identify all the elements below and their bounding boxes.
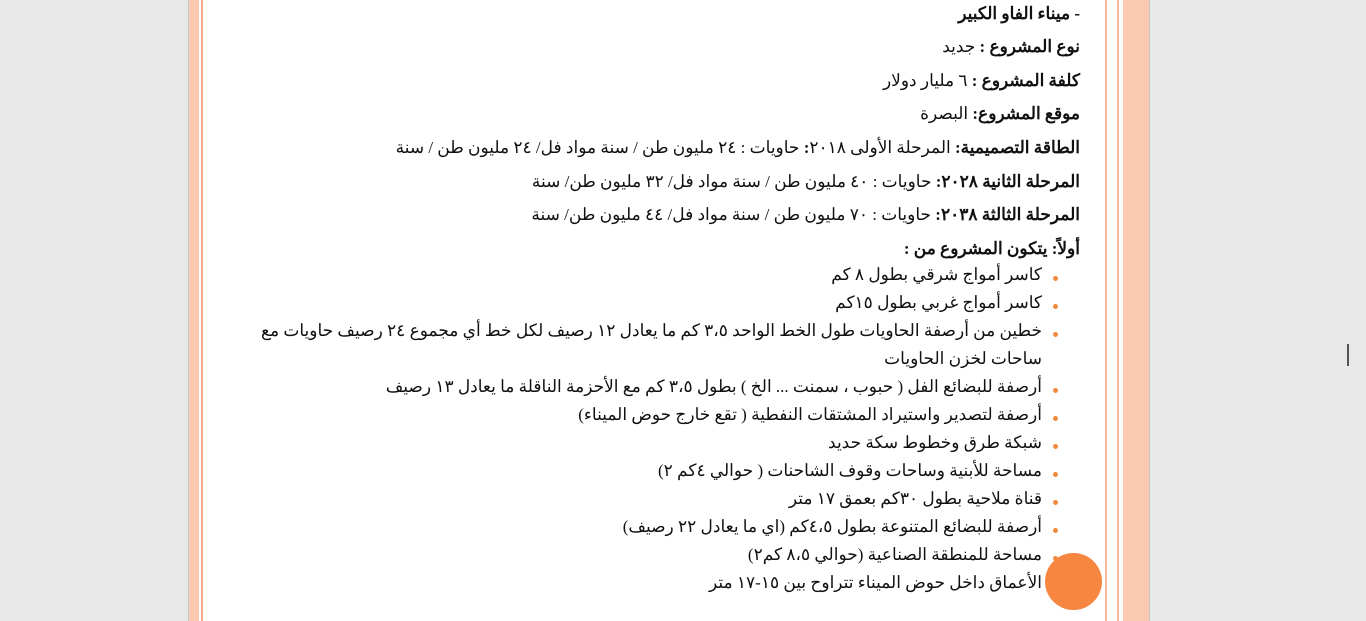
list-item: كاسر أمواج شرقي بطول ٨ كم xyxy=(831,265,1042,284)
right-border-thin xyxy=(1117,0,1119,621)
bullet-icon xyxy=(1053,388,1058,393)
list-item: خطين من أرصفة الحاويات طول الخط الواحد ٣،٥ كم ما يعادل ١٢ رصيف لكل خط أي مجموع ٢٤ رصيف حاويات مع ساحات لخزن الحاويات xyxy=(260,321,1042,368)
bullet-icon xyxy=(1053,332,1058,337)
text-cursor-icon xyxy=(1347,344,1349,366)
list-item: شبكة طرق وخطوط سكة حديد xyxy=(828,433,1042,452)
phase2-value: حاويات : ٤٠ مليون طن / سنة مواد فل/ ٣٢ مليون طن/ سنة xyxy=(531,172,936,191)
design-capacity-phase3 xyxy=(531,205,1080,225)
page-right-edge xyxy=(1149,0,1150,621)
list-item: قناة ملاحية بطول ٣٠كم بعمق ١٧ متر xyxy=(788,489,1042,508)
bullet-icon xyxy=(1053,276,1058,281)
phase1-colon: : xyxy=(803,138,810,157)
orange-circle-decoration xyxy=(1045,553,1102,610)
list-item: مساحة للأبنية وساحات وقوف الشاحنات ( حوالي ٤كم ٢) xyxy=(657,461,1042,480)
right-border-line xyxy=(1105,0,1107,621)
phase2-label: المرحلة الثانية ٢٠٢٨: xyxy=(935,172,1080,191)
project-type-value: جديد xyxy=(942,37,980,56)
list-item: أرصفة لتصدير واستيراد المشتقات النفطية ( تقع خارج حوض الميناء) xyxy=(578,405,1042,424)
design-capacity-phase1 xyxy=(396,138,1080,158)
list-item: الأعماق داخل حوض الميناء تتراوح بين ١٥-١٧ متر xyxy=(709,573,1042,592)
project-cost-label: كلفة المشروع : xyxy=(971,71,1080,90)
bullet-icon xyxy=(1053,444,1058,449)
phase3-label: المرحلة الثالثة ٢٠٣٨: xyxy=(935,205,1080,224)
project-location-label: موقع المشروع: xyxy=(972,104,1080,123)
list-item: مساحة للمنطقة الصناعية (حوالي ٨،٥ كم٢) xyxy=(747,545,1042,564)
left-border-outer xyxy=(189,0,199,621)
capacity-label: الطاقة التصميمية: xyxy=(955,138,1080,157)
phase3-value: حاويات : ٧٠ مليون طن / سنة مواد فل/ ٤٤ مليون طن/ سنة xyxy=(531,205,936,224)
right-border-fill xyxy=(1123,0,1149,621)
bullet-icon xyxy=(1053,416,1058,421)
list-item: أرصفة للبضائع الفل ( حبوب ، سمنت ... الخ ) بطول ٣،٥ كم مع الأحزمة الناقلة ما يعادل ١٣ رصيف xyxy=(385,377,1042,396)
bullet-icon xyxy=(1053,528,1058,533)
project-type-label: نوع المشروع : xyxy=(979,37,1080,56)
project-cost-value: ٦ مليار دولار xyxy=(882,71,972,90)
project-location-value: البصرة xyxy=(920,104,973,123)
project-location xyxy=(920,104,1080,124)
project-type xyxy=(942,37,1080,57)
list-item: كاسر أمواج غربي بطول ١٥كم xyxy=(835,293,1042,312)
phase1-text: المرحلة الأولى ٢٠١٨ xyxy=(809,138,955,157)
project-heading: - ميناء الفاو الكبير xyxy=(958,4,1080,23)
bullet-icon xyxy=(1053,304,1058,309)
document-body xyxy=(200,0,1080,621)
design-capacity-phase2 xyxy=(532,172,1080,192)
phase1-value: حاويات : ٢٤ مليون طن / سنة مواد فل/ ٢٤ مليون طن / سنة xyxy=(395,138,804,157)
bullet-icon xyxy=(1053,472,1058,477)
list-item: أرصفة للبضائع المتنوعة بطول ٤،٥كم (اي ما يعادل ٢٢ رصيف) xyxy=(622,517,1042,536)
components-heading: أولاً: يتكون المشروع من : xyxy=(903,239,1080,258)
project-cost xyxy=(883,71,1080,91)
bullet-icon xyxy=(1053,500,1058,505)
